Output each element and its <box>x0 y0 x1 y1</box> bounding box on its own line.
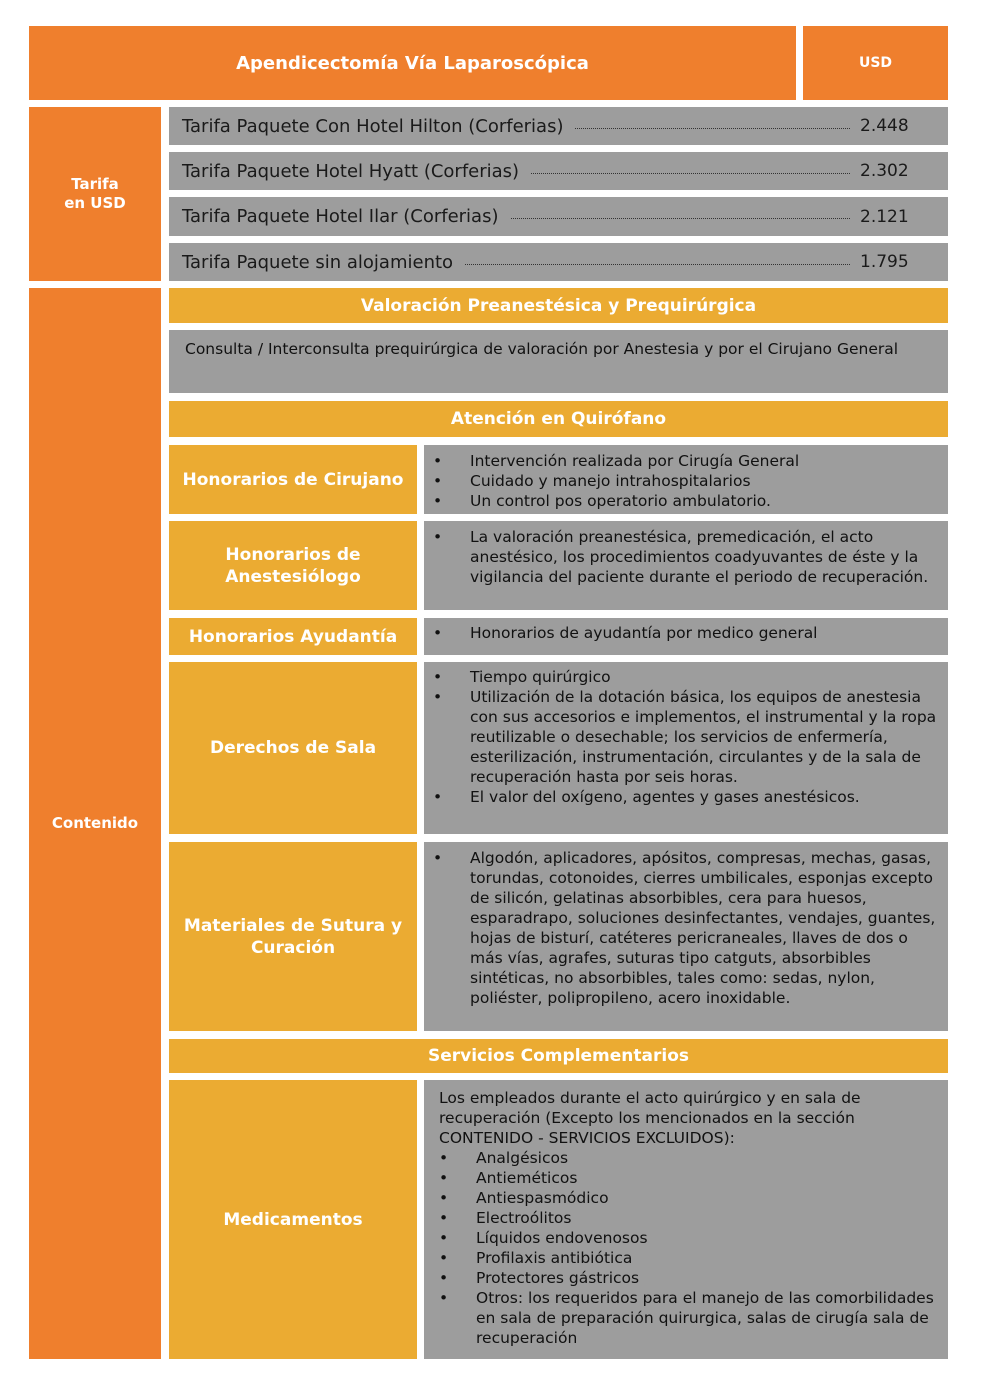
contenido-label: Contenido <box>29 288 161 1359</box>
bullet-list <box>424 527 940 587</box>
procedure-title: Apendicectomía Vía Laparoscópica <box>29 26 796 100</box>
list-item: • El valor del oxígeno, agentes y gases anestésicos. <box>424 787 940 807</box>
honorarios-cirujano-detail <box>424 445 948 514</box>
honorarios-ayudantia-label: Honorarios Ayudantía <box>169 618 417 655</box>
medicamentos-detail <box>424 1080 948 1359</box>
rate-row-sin-alojamiento <box>169 243 948 281</box>
rate-row-hyatt <box>169 152 948 190</box>
list-item: • Antieméticos <box>439 1168 934 1188</box>
valoracion-text: Consulta / Interconsulta prequirúrgica de valoración por Anestesia y por el Cirujano General <box>169 330 948 393</box>
bullet-list <box>439 1148 934 1348</box>
honorarios-anestesiologo-label: Honorarios de Anestesiólogo <box>169 521 417 610</box>
rate-value: 2.121 <box>860 206 909 227</box>
bullet-list <box>424 667 940 807</box>
dotted-leader <box>575 128 850 129</box>
list-item: • Protectores gástricos <box>439 1268 934 1288</box>
list-item: • Analgésicos <box>439 1148 934 1168</box>
quirofano-header: Atención en Quirófano <box>169 401 948 437</box>
valoracion-header: Valoración Preanestésica y Prequirúrgica <box>169 288 948 323</box>
list-item: • Electroólitos <box>439 1208 934 1228</box>
list-item: • Cuidado y manejo intrahospitalarios <box>424 471 948 491</box>
list-item: • Algodón, aplicadores, apósitos, compresas, mechas, gasas, torundas, cotonoides, cierres umbilicales, esponjas excepto de silicón, gelatinas absorbibles, cera para huesos, esparadrapo, soluciones desinfectantes, vendajes, guantes, hojas de bisturí, catéteres pericraneales, llaves de dos o más vías, agrafes, suturas tipo catguts, absorbibles sintéticas, no absorbibles, tales como: sedas, nylon, poliéster, polipropileno, acero inoxidable. <box>424 848 942 1008</box>
tarifa-label: Tarifa en USD <box>29 107 161 281</box>
currency-header: USD <box>803 26 948 100</box>
bullet-list <box>424 623 948 643</box>
rate-value: 2.302 <box>860 161 909 181</box>
materiales-sutura-detail <box>424 842 948 1031</box>
honorarios-ayudantia-detail <box>424 618 948 655</box>
rate-label: Tarifa Paquete sin alojamiento <box>182 251 454 273</box>
dotted-leader <box>511 218 851 219</box>
list-item: • Intervención realizada por Cirugía General <box>424 451 948 471</box>
list-item: • Antiespasmódico <box>439 1188 934 1208</box>
list-item: • Utilización de la dotación básica, los equipos de anestesia con sus accesorios e implementos, el instrumental y la ropa reutilizable o desechable; los servicios de enfermería, esterilización, instrumentación, circulantes y de la sala de recuperación hasta por seis horas. <box>424 687 940 787</box>
materiales-sutura-label: Materiales de Sutura y Curación <box>169 842 417 1031</box>
derechos-sala-label: Derechos de Sala <box>169 662 417 834</box>
rate-value: 1.795 <box>860 252 909 272</box>
list-item: • Honorarios de ayudantía por medico general <box>424 623 948 643</box>
rate-label: Tarifa Paquete Hotel Hyatt (Corferias) <box>182 160 520 182</box>
honorarios-cirujano-label: Honorarios de Cirujano <box>169 445 417 514</box>
bullet-list <box>424 451 948 511</box>
dotted-leader <box>465 264 850 265</box>
bullet-list <box>424 848 942 1008</box>
derechos-sala-detail <box>424 662 948 834</box>
list-item: • La valoración preanestésica, premedicación, el acto anestésico, los procedimientos coadyuvantes de éste y la vigilancia del paciente durante el periodo de recuperación. <box>424 527 940 587</box>
rate-value: 2.448 <box>860 116 909 136</box>
complementarios-header: Servicios Complementarios <box>169 1039 948 1073</box>
rate-label: Tarifa Paquete Con Hotel Hilton (Corferias) <box>182 115 564 137</box>
medicamentos-intro: Los empleados durante el acto quirúrgico y en sala de recuperación (Excepto los mencionados en la sección CONTENIDO - SERVICIOS EXCLUIDOS): <box>439 1089 861 1147</box>
list-item: • Tiempo quirúrgico <box>424 667 940 687</box>
medicamentos-label: Medicamentos <box>169 1080 417 1359</box>
dotted-leader <box>531 173 850 174</box>
list-item: • Otros: los requeridos para el manejo de las comorbilidades en sala de preparación quirurgica, salas de cirugía sala de recuperación <box>439 1288 934 1348</box>
rate-row-ilar <box>169 197 948 236</box>
rate-label: Tarifa Paquete Hotel Ilar (Corferias) <box>182 206 499 227</box>
list-item: • Profilaxis antibiótica <box>439 1248 934 1268</box>
rate-row-hilton <box>169 107 948 145</box>
honorarios-anestesiologo-detail <box>424 521 948 610</box>
list-item: • Un control pos operatorio ambulatorio. <box>424 491 948 511</box>
list-item: • Líquidos endovenosos <box>439 1228 934 1248</box>
